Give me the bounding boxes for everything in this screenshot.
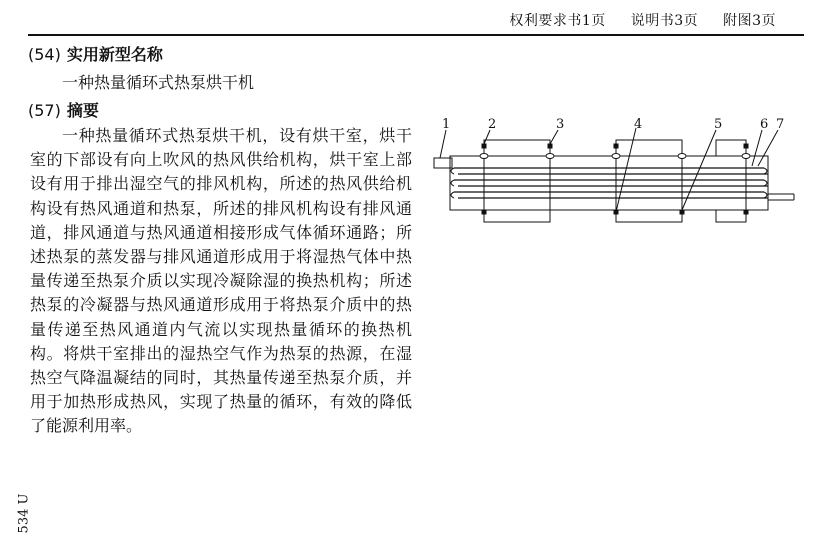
abstract-heading [28,98,99,121]
top-duct-1 [484,140,550,156]
abstract-text: 一种热量循环式热泵烘干机，设有烘干室，烘干室的下部设有向上吹风的热风供给机构，烘干室上部设有用于排出湿空气的排风机构，所述的热风供给机构设有热风通道和热泵，所述的排风机构设有排风通道，排风通道与热风通道相接形成气体循环通路；所述热泵的蒸发器与排风通道形成用于将湿热气体中热量传递至热泵介质以实现冷凝除湿的换热机构；所述热泵的冷凝器与热风通道形成用于将热泵介质中的热量传递至热风通道内气流以实现热量循环的换热机构。将烘干室排出的湿热空气作为热泵的热源，在湿热空气降温凝结的同时，其热量传递至热泵介质，并用于加热形成热风，实现了热量的循环，有效的降低了能源利用率。 [30,126,412,436]
claims-page-count: 权利要求书1页 [509,13,606,29]
label-leaders [440,128,778,212]
bottom-duct-1 [484,210,550,222]
utility-model-title: 一种热量循环式热泵烘干机 [62,73,255,92]
bottom-duct-2 [616,210,682,222]
figure-label-7: 7 [776,117,785,132]
top-duct-2 [616,140,682,156]
figure-label-3: 3 [556,117,565,132]
drawing-page-count: 附图3页 [723,13,776,29]
page-count-header [489,10,776,30]
figure-label-4: 4 [634,117,643,132]
drying-trays [454,168,768,198]
top-duct-3 [716,140,746,156]
header-divider [28,34,804,36]
publication-number-fragment: 534 U [16,493,32,534]
section-heading-name: 实用新型名称 [66,45,163,64]
figure-label-2: 2 [488,117,497,132]
vertical-supports [484,156,746,210]
section-code-57: (57) [28,101,61,120]
bottom-duct-3 [716,210,746,222]
inlet-pipe [434,158,452,168]
dryer-housing [450,156,768,210]
figure-label-5: 5 [714,117,723,132]
description-page-count: 说明书3页 [630,13,699,29]
section-heading-abstract: 摘要 [66,101,99,120]
figure-label-1: 1 [442,117,451,132]
section-code-54: (54) [28,45,61,64]
heat-pump-dryer-figure [432,116,804,226]
figure-label-6: 6 [760,117,769,132]
utility-model-name-heading [28,42,163,65]
